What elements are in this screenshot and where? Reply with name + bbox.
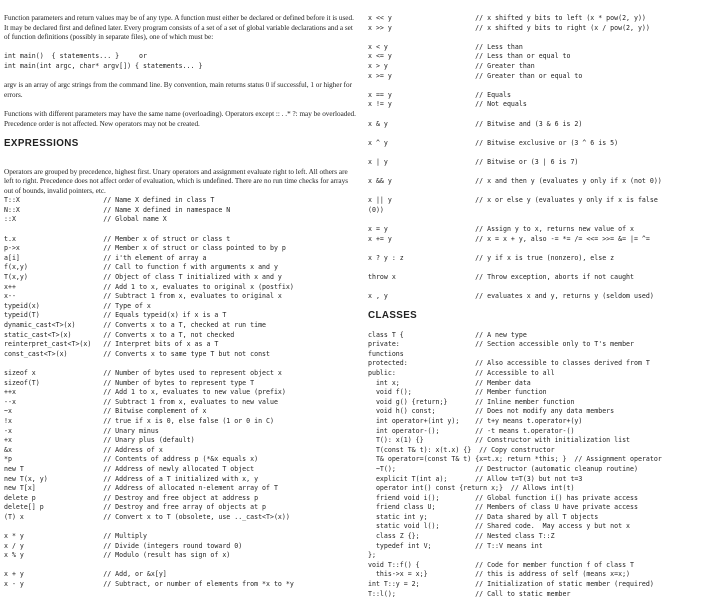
code-line: x <= y // Less than or equal to <box>368 52 571 61</box>
code-line: x != y // Not equals <box>368 100 527 109</box>
code-line: x && y // x and then y (evaluates y only if x (not 0)) <box>368 177 662 186</box>
code-line: protected: // Also accessible to classes derived from T <box>368 359 650 368</box>
right-column <box>368 14 724 599</box>
code-line: }; <box>368 551 376 560</box>
code-line: x - y // Subtract, or number of elements from *x to *y <box>4 580 294 589</box>
code-line: new T(x, y) // Address of a T initialized with x, y <box>4 474 259 483</box>
spacer <box>368 168 724 178</box>
section-heading: EXPRESSIONS <box>4 137 79 149</box>
code-line: private: // Section accessible only to T's member <box>368 340 634 349</box>
code-line: void h() const; // Does not modify any data members <box>368 407 615 416</box>
code-line: static_cast<T>(x) // Converts x to a T, not checked <box>4 330 235 339</box>
code-line: explicit T(int a); // Allow t=T(3) but not t=3 <box>368 474 583 483</box>
code-line: a[i] // i'th element of array a <box>4 253 207 262</box>
code-line: x ^ y // Bitwise exclusive or (3 ^ 6 is 5) <box>368 138 619 147</box>
code-line: T::X // Name X defined in class T <box>4 196 215 205</box>
spacer <box>368 81 724 91</box>
spacer <box>4 225 356 235</box>
code-line: N::X // Name X defined in namespace N <box>4 205 231 214</box>
code-line: int main(int argc, char* argv[]) { statements... } <box>4 61 203 70</box>
spacer <box>368 302 724 312</box>
spacer <box>4 148 356 158</box>
code-line: throw x // Throw exception, aborts if not caught <box>368 273 634 282</box>
code-line: x | y // Bitwise or (3 | 6 is 7) <box>368 157 579 166</box>
code-line: int x; // Member data <box>368 378 531 387</box>
code-line: x + y // Add, or &x[y] <box>4 570 167 579</box>
code-line: x ? y : z // y if x is true (nonzero), else z <box>368 253 615 262</box>
code-line: x , y // evaluates x and y, returns y (seldom used) <box>368 292 654 301</box>
spacer <box>4 522 356 532</box>
code-line: f(x,y) // Call to function f with arguments x and y <box>4 263 278 272</box>
code-line: x / y // Divide (integers round toward 0) <box>4 541 243 550</box>
spacer <box>368 321 724 331</box>
section-heading: CLASSES <box>368 310 418 322</box>
code-line: friend class U; // Members of class U have private access <box>368 503 638 512</box>
spacer <box>368 283 724 293</box>
code-line: x >> y // x shifted y bits to right (x / pow(2, y)) <box>368 23 650 32</box>
code-line: x = y // Assign y to x, returns new value of x <box>368 225 634 234</box>
code-line: --x // Subtract 1 from x, evaluates to new value <box>4 397 278 406</box>
code-line: p->x // Member x of struct or class pointed to by p <box>4 244 286 253</box>
code-line: ~x // Bitwise complement of x <box>4 407 207 416</box>
spacer <box>368 148 724 158</box>
code-line: public: // Accessible to all <box>368 368 555 377</box>
code-line: void f(); // Member function <box>368 388 547 397</box>
code-line: &x // Address of x <box>4 445 163 454</box>
code-line: delete p // Destroy and free object at address p <box>4 493 259 502</box>
code-line: x || y // x or else y (evaluates y only if x is false <box>368 196 658 205</box>
code-line: friend void i(); // Global function i() has private access <box>368 493 638 502</box>
spacer <box>368 129 724 139</box>
code-line: ~T(); // Destructor (automatic cleanup routine) <box>368 464 638 473</box>
spacer <box>368 244 724 254</box>
code-line: T::l(); // Call to static member <box>368 589 571 598</box>
code-line: static int y; // Data shared by all T objects <box>368 512 599 521</box>
code-line: *p // Contents of address p (*&x equals x) <box>4 455 259 464</box>
code-line: int main() { statements... } or <box>4 52 147 61</box>
paragraph: Function parameters and return values may be of any type. A function must either be declared or defined before it is used. It may be declared first and defined later. Every program consists of a set of a set of global variable declarations and a set of function definitions (possibly in separate files), one of which must be: <box>4 14 354 42</box>
code-line: x & y // Bitwise and (3 & 6 is 2) <box>368 119 583 128</box>
code-line: dynamic_cast<T>(x) // Converts x to a T, checked at run time <box>4 321 267 329</box>
code-line: x++ // Add 1 to x, evaluates to original x (postfix) <box>4 282 294 291</box>
code-line: !x // true if x is 0, else false (1 or 0 in C) <box>4 416 274 425</box>
code-line: (0)) <box>368 205 384 214</box>
code-line: ++x // Add 1 to x, evaluates to new value (prefix) <box>4 388 286 397</box>
code-line: static void l(); // Shared code. May access y but not x <box>368 522 631 531</box>
code-line: x << y // x shifted y bits to left (x * pow(2, y)) <box>368 14 646 22</box>
spacer <box>4 359 356 369</box>
code-line: T(x,y) // Object of class T initialized with x and y <box>4 273 282 282</box>
code-line: class Z {}; // Nested class T::Z <box>368 532 555 541</box>
code-line: typeid(T) // Equals typeid(x) if x is a T <box>4 311 227 320</box>
spacer <box>368 33 724 43</box>
spacer <box>4 72 356 82</box>
code-line: x % y // Modulo (result has sign of x) <box>4 551 231 560</box>
left-column <box>4 14 356 590</box>
code-line: T& operator=(const T& t) {x=t.x; return *this; } // Assignment operator <box>368 455 662 464</box>
code-line: T(const T& t): x(t.x) {} // Copy constructor <box>368 445 555 454</box>
code-line: x == y // Equals <box>368 90 511 99</box>
code-line: delete[] p // Destroy and free array of objects at p <box>4 503 267 512</box>
code-line: (T) x // Convert x to T (obsolete, use .._cast<T>(x)) <box>4 512 290 521</box>
code-line: void T::f() { // Code for member function f of class T <box>368 560 634 569</box>
code-line: ::X // Global name X <box>4 215 167 224</box>
code-line: typedef int V; // T::V means int <box>368 541 543 550</box>
spacer <box>368 263 724 273</box>
code-line: this->x = x;} // this is address of self (means x=x;) <box>368 570 631 579</box>
code-line: reinterpret_cast<T>(x) // Interpret bits of x as a T <box>4 340 219 349</box>
code-line: -x // Unary minus <box>4 426 159 435</box>
code-line: t.x // Member x of struct or class t <box>4 234 231 243</box>
spacer <box>368 215 724 225</box>
spacer <box>4 158 356 168</box>
code-line: x < y // Less than <box>368 42 523 51</box>
code-line: const_cast<T>(x) // Converts x to same type T but not const <box>4 349 270 358</box>
code-line: sizeof(T) // Number of bytes to represent type T <box>4 378 255 387</box>
paragraph: argv is an array of argc strings from the command line. By convention, main returns status 0 if successful, 1 or higher for errors. <box>4 81 353 99</box>
code-line: T(): x(1) {} // Constructor with initialization list <box>368 436 631 445</box>
code-line: x > y // Greater than <box>368 61 535 70</box>
code-line: x >= y // Greater than or equal to <box>368 71 583 80</box>
code-line: sizeof x // Number of bytes used to represent object x <box>4 368 282 377</box>
code-line: +x // Unary plus (default) <box>4 436 195 445</box>
code-line: void g() {return;} // Inline member function <box>368 397 575 406</box>
code-line: x-- // Subtract 1 from x, evaluates to original x <box>4 292 282 301</box>
code-line: int T::y = 2; // Initialization of static member (required) <box>368 580 654 589</box>
spacer <box>4 100 356 110</box>
paragraph: Operators are grouped by precedence, highest first. Unary operators and assignment evaluate right to left. All others are left to right. Precedence does not affect order of evaluation, which is undefined. There are no run time checks for arrays out of bounds, invalid pointers, etc. <box>4 167 348 195</box>
code-line: x += y // x = x + y, also -= *= /= <<= >>= &= |= ^= <box>368 234 650 243</box>
spacer <box>4 561 356 571</box>
code-line: x * y // Multiply <box>4 532 147 541</box>
code-line: new T // Address of newly allocated T object <box>4 464 255 473</box>
code-line: typeid(x) // Type of x <box>4 301 151 310</box>
code-line: class T { // A new type <box>368 330 527 339</box>
spacer <box>368 110 724 120</box>
spacer <box>368 187 724 197</box>
code-line: operator int() const {return x;} // Allows int(t) <box>368 484 575 493</box>
paragraph: Functions with different parameters may have the same name (overloading). Operators except :: . .* ?: may be overloaded. Precedence order is not affected. New operators may not be created. <box>4 109 356 128</box>
code-line: functions <box>368 349 404 358</box>
code-line: new T[x] // Address of allocated n-element array of T <box>4 484 278 493</box>
code-line: int operator-(); // -t means t.operator-() <box>368 426 575 435</box>
code-line: int operator+(int y); // t+y means t.operator+(y) <box>368 416 583 425</box>
spacer <box>4 43 356 53</box>
